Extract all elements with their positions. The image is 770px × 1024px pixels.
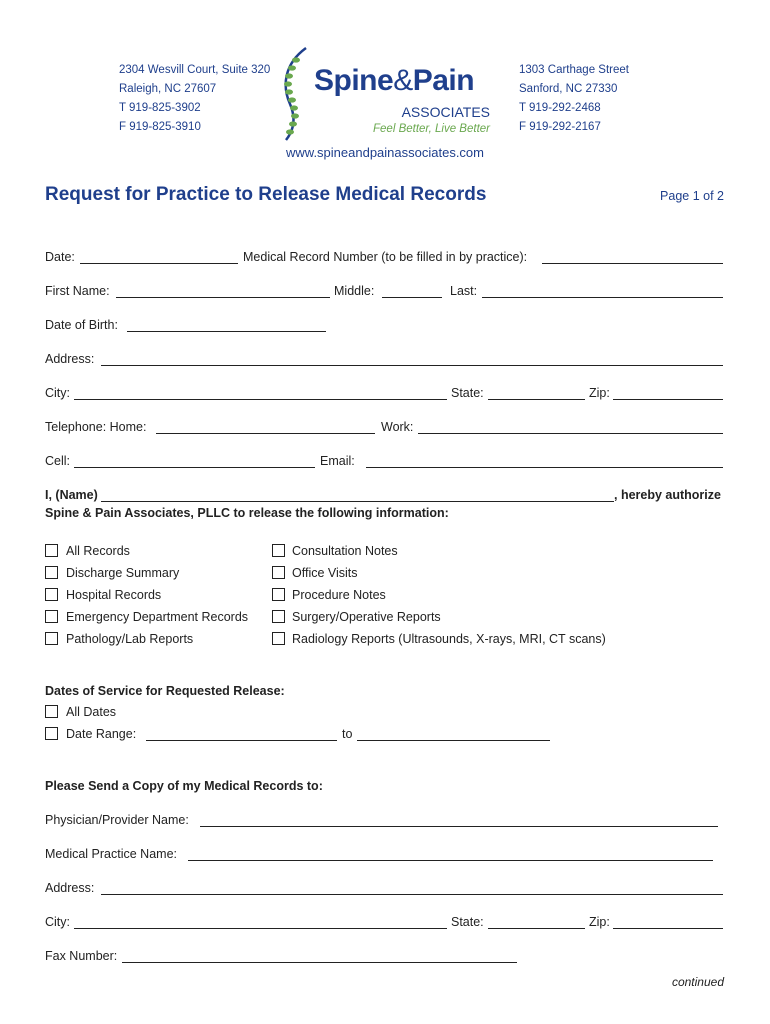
date-range-end-field[interactable] — [357, 740, 550, 741]
logo — [276, 46, 498, 144]
email-field[interactable] — [366, 467, 723, 468]
logo-ampersand: & — [393, 64, 413, 97]
logo-wordmark — [314, 64, 474, 98]
checkbox-label: Hospital Records — [66, 588, 162, 602]
checkbox-label: Radiology Reports (Ultrasounds, X-rays, MRI, CT scans) — [292, 632, 606, 646]
telephone-work-label: Work: — [381, 420, 414, 434]
dob-label: Date of Birth: — [45, 318, 118, 332]
first-name-label: First Name: — [45, 284, 110, 298]
checkbox-radiology-reports[interactable] — [272, 632, 285, 645]
telephone-home-label: Telephone: Home: — [45, 420, 147, 434]
email-label: Email: — [320, 454, 355, 468]
send-address-label: Address: — [45, 881, 95, 895]
checkbox-label: Procedure Notes — [292, 588, 386, 602]
city-field[interactable] — [74, 399, 447, 400]
authorize-name-field[interactable] — [101, 501, 614, 502]
left-address-line: 2304 Wesvill Court, Suite 320 — [119, 64, 271, 76]
fax-number-label: Fax Number: — [45, 949, 118, 963]
telephone-home-field[interactable] — [156, 433, 375, 434]
logo-tagline: Feel Better, Live Better — [373, 123, 490, 135]
right-address-line: Sanford, NC 27330 — [519, 83, 618, 95]
send-city-label: City: — [45, 915, 70, 929]
physician-name-field[interactable] — [200, 826, 718, 827]
date-field[interactable] — [80, 263, 238, 264]
address-label: Address: — [45, 352, 95, 366]
date-range-start-field[interactable] — [146, 740, 337, 741]
checkbox-label: Consultation Notes — [292, 544, 398, 558]
logo-word-pain: Pain — [412, 64, 475, 97]
checkbox-label: Discharge Summary — [66, 566, 180, 580]
checkbox-label: Pathology/Lab Reports — [66, 632, 194, 646]
first-name-field[interactable] — [116, 297, 330, 298]
authorize-release-text: Spine & Pain Associates, PLLC to release the following information: — [45, 506, 449, 520]
middle-name-label: Middle: — [334, 284, 375, 298]
logo-word-spine: Spine — [314, 64, 394, 97]
checkbox-office-visits[interactable] — [272, 566, 285, 579]
right-address-line: F 919-292-2167 — [519, 121, 601, 133]
cell-label: Cell: — [45, 454, 71, 468]
checkbox-label: Surgery/Operative Reports — [292, 610, 441, 624]
checkbox-surgery-operative-reports[interactable] — [272, 610, 285, 623]
checkbox-date-range[interactable] — [45, 727, 58, 740]
authorize-name-label: I, (Name) — [45, 488, 98, 502]
checkbox-hospital-records[interactable] — [45, 588, 58, 601]
checkbox-emergency-department-records[interactable] — [45, 610, 58, 623]
cell-field[interactable] — [74, 467, 315, 468]
medical-record-number-label: Medical Record Number (to be filled in by practice): — [243, 250, 528, 264]
checkbox-pathology-lab-reports[interactable] — [45, 632, 58, 645]
left-address-line: Raleigh, NC 27607 — [119, 83, 217, 95]
checkbox-consultation-notes[interactable] — [272, 544, 285, 557]
hereby-authorize-text: , hereby authorize — [614, 488, 721, 502]
left-address-line: F 919-825-3910 — [119, 121, 201, 133]
last-name-label: Last: — [450, 284, 478, 298]
page-title: Request for Practice to Release Medical Records — [45, 184, 487, 205]
send-city-field[interactable] — [74, 928, 447, 929]
date-range-label: Date Range: — [66, 727, 137, 741]
checkbox-label: All Records — [66, 544, 130, 558]
right-address-line: 1303 Carthage Street — [519, 64, 629, 76]
logo-subtitle: ASSOCIATES — [401, 104, 490, 120]
right-address-line: T 919-292-2468 — [519, 102, 601, 114]
checkbox-label: Emergency Department Records — [66, 610, 249, 624]
date-range-to-label: to — [342, 727, 353, 741]
dob-field[interactable] — [127, 331, 326, 332]
spine-icon — [276, 46, 312, 142]
checkbox-procedure-notes[interactable] — [272, 588, 285, 601]
website-link[interactable]: www.spineandpainassociates.com — [286, 145, 484, 160]
send-copy-heading: Please Send a Copy of my Medical Records to: — [45, 779, 323, 793]
send-state-field[interactable] — [488, 928, 585, 929]
address-field[interactable] — [101, 365, 723, 366]
checkbox-discharge-summary[interactable] — [45, 566, 58, 579]
city-label: City: — [45, 386, 70, 400]
last-name-field[interactable] — [482, 297, 723, 298]
telephone-work-field[interactable] — [418, 433, 723, 434]
page-number: Page 1 of 2 — [660, 189, 724, 203]
dates-of-service-heading: Dates of Service for Requested Release: — [45, 684, 285, 698]
checkbox-all-records[interactable] — [45, 544, 58, 557]
send-zip-field[interactable] — [613, 928, 723, 929]
medical-record-number-field[interactable] — [542, 263, 723, 264]
send-address-field[interactable] — [101, 894, 723, 895]
continued-note: continued — [671, 975, 724, 989]
checkbox-all-dates[interactable] — [45, 705, 58, 718]
zip-field[interactable] — [613, 399, 723, 400]
date-label: Date: — [45, 250, 75, 264]
left-address-line: T 919-825-3902 — [119, 102, 201, 114]
right-address — [519, 61, 629, 137]
medical-practice-name-field[interactable] — [188, 860, 713, 861]
state-field[interactable] — [488, 399, 585, 400]
checkbox-label: Office Visits — [292, 566, 358, 580]
zip-label: Zip: — [589, 386, 610, 400]
state-label: State: — [451, 386, 484, 400]
medical-practice-name-label: Medical Practice Name: — [45, 847, 177, 861]
all-dates-label: All Dates — [66, 705, 117, 719]
send-state-label: State: — [451, 915, 484, 929]
middle-name-field[interactable] — [382, 297, 442, 298]
left-address — [119, 61, 270, 137]
physician-name-label: Physician/Provider Name: — [45, 813, 189, 827]
fax-number-field[interactable] — [122, 962, 517, 963]
send-zip-label: Zip: — [589, 915, 610, 929]
